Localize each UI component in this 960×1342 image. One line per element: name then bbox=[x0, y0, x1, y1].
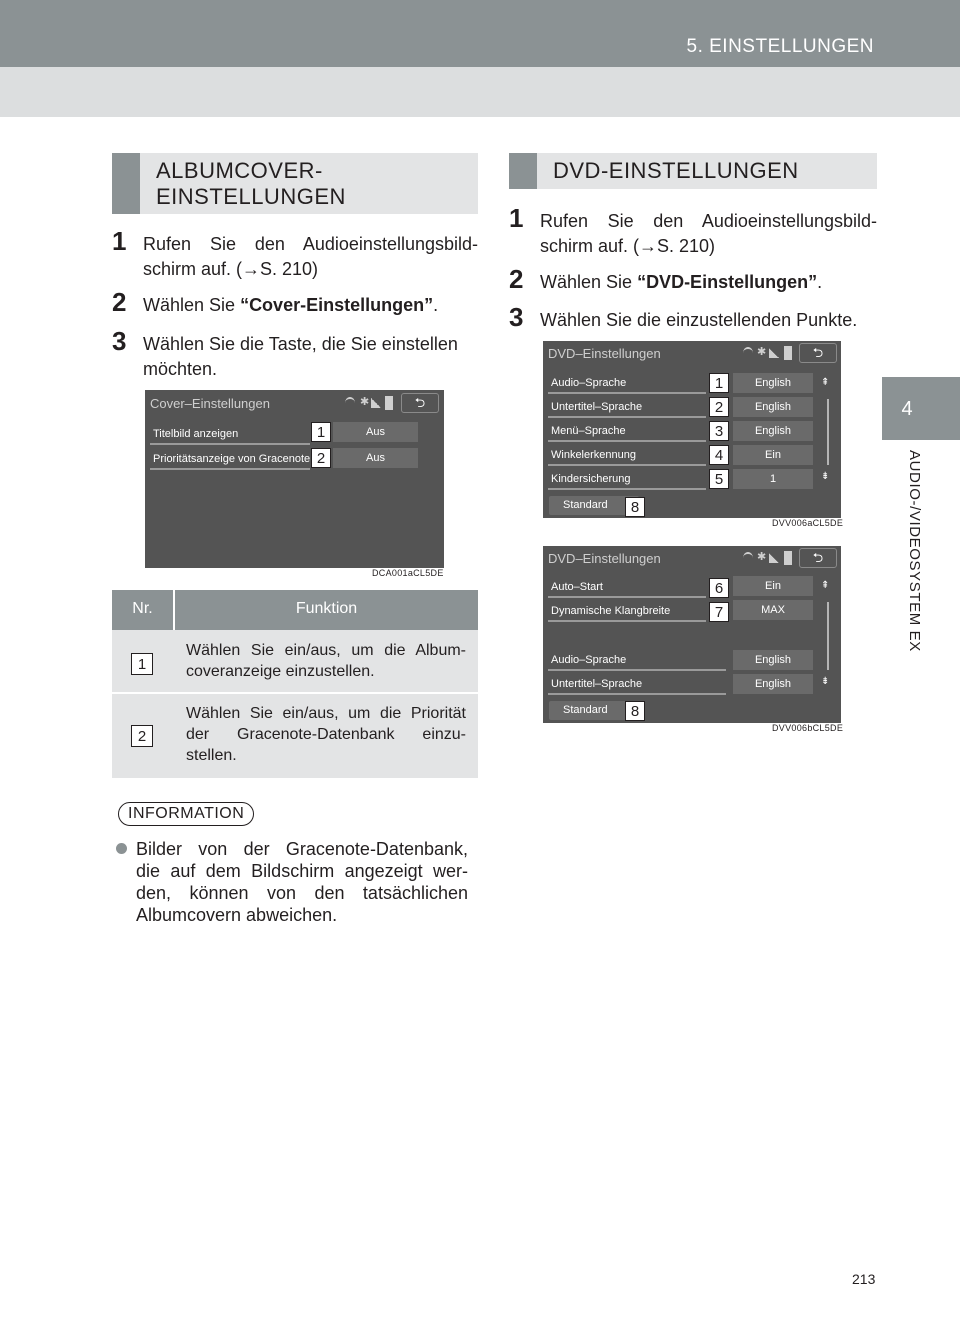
step-number: 2 bbox=[509, 264, 524, 294]
table-header-nr: Nr. bbox=[132, 600, 153, 617]
section-header-bar bbox=[509, 153, 537, 189]
row-underline bbox=[548, 620, 706, 622]
step-number: 2 bbox=[112, 287, 127, 317]
callout-number: 8 bbox=[625, 497, 645, 517]
step-text: Wählen Sie die einzustellenden Punkte. bbox=[540, 310, 858, 330]
signal-icon bbox=[769, 553, 779, 563]
standard-button[interactable]: Standard bbox=[549, 496, 639, 515]
info-text: den, können von den tatsächlichen bbox=[136, 883, 468, 903]
row-label: Dynamische Klangbreite bbox=[551, 605, 671, 617]
step-text: Wählen Sie “Cover-Einstellungen”. bbox=[143, 295, 439, 315]
bluetooth-icon: ✱ bbox=[757, 346, 767, 358]
row-underline bbox=[150, 443, 310, 445]
callout-number: 3 bbox=[709, 421, 729, 441]
value-button[interactable]: English bbox=[733, 650, 813, 670]
image-code: DVV006aCL5DE bbox=[772, 518, 844, 528]
battery-icon bbox=[784, 551, 792, 565]
row-label: Untertitel–Sprache bbox=[551, 678, 643, 690]
row-label: Titelbild anzeigen bbox=[153, 428, 239, 440]
chapter-title: 5. EINSTELLUNGEN bbox=[686, 36, 874, 57]
callout-number: 6 bbox=[709, 578, 729, 598]
callout-number: 4 bbox=[709, 445, 729, 465]
scroll-up-icon[interactable]: ⇞ bbox=[821, 580, 830, 591]
table-cell: Wählen Sie ein/aus, um die Priorität bbox=[186, 705, 466, 722]
battery-icon bbox=[784, 346, 792, 360]
step-number: 3 bbox=[112, 326, 127, 356]
row-label: Audio–Sprache bbox=[551, 654, 627, 666]
table-header-function: Funktion bbox=[295, 600, 358, 617]
value-button[interactable]: English bbox=[733, 674, 813, 694]
dvd-settings-screen-1 bbox=[543, 341, 841, 518]
row-label: Kindersicherung bbox=[551, 473, 631, 485]
bluetooth-icon: ✱ bbox=[757, 551, 767, 563]
cover-settings-screen bbox=[145, 390, 444, 568]
row-label: Audio–Sprache bbox=[551, 377, 627, 389]
screen-title: Cover–Einstellungen bbox=[150, 396, 270, 411]
image-code: DCA001aCL5DE bbox=[372, 568, 444, 578]
step-text: Wählen Sie die Taste, die Sie einstellen bbox=[143, 334, 458, 354]
signal-icon bbox=[769, 348, 779, 358]
step-text: schirm auf. (→S. 210) bbox=[540, 236, 716, 256]
row-label: Menü–Sprache bbox=[551, 425, 626, 437]
row-underline bbox=[548, 416, 706, 418]
step-number: 1 bbox=[509, 203, 524, 233]
row-underline bbox=[548, 669, 726, 671]
value-button[interactable]: Aus bbox=[333, 422, 418, 442]
table-row-number: 1 bbox=[131, 653, 153, 675]
back-button[interactable]: ⮌ bbox=[799, 548, 837, 568]
standard-button[interactable]: Standard bbox=[549, 701, 639, 720]
row-label: Auto–Start bbox=[551, 581, 603, 593]
page-number: 213 bbox=[852, 1271, 876, 1287]
row-underline bbox=[548, 693, 726, 695]
value-button[interactable]: 1 bbox=[733, 469, 813, 489]
row-label: Untertitel–Sprache bbox=[551, 401, 643, 413]
info-text: Albumcovern abweichen. bbox=[136, 905, 338, 925]
header-subband bbox=[0, 67, 960, 117]
section-header-bar bbox=[112, 153, 140, 214]
table-cell: Wählen Sie ein/aus, um die Album- bbox=[186, 642, 466, 659]
callout-number: 2 bbox=[709, 397, 729, 417]
battery-icon bbox=[385, 396, 393, 410]
signal-icon bbox=[371, 398, 381, 408]
chapter-tab-label: AUDIO-/VIDEOSYSTEM EX bbox=[906, 450, 923, 652]
scroll-down-icon[interactable]: ⇟ bbox=[821, 471, 830, 482]
row-underline bbox=[548, 392, 706, 394]
callout-number: 1 bbox=[311, 422, 331, 442]
scrollbar[interactable] bbox=[827, 399, 829, 465]
image-code: DVV006bCL5DE bbox=[772, 723, 844, 733]
table-row-number: 2 bbox=[131, 725, 153, 747]
chapter-tab-number: 4 bbox=[901, 398, 913, 420]
step-number: 3 bbox=[509, 302, 524, 332]
scrollbar[interactable] bbox=[827, 602, 829, 670]
value-button[interactable]: English bbox=[733, 397, 813, 417]
step-text: Rufen Sie den Audioeinstellungsbild- bbox=[143, 234, 478, 254]
wifi-icon bbox=[743, 552, 753, 564]
callout-number: 7 bbox=[709, 602, 729, 622]
table-cell: der Gracenote-Datenbank einzu- bbox=[186, 726, 466, 743]
table-cell: coveranzeige einzustellen. bbox=[186, 663, 375, 680]
wifi-icon bbox=[345, 397, 355, 409]
scroll-down-icon[interactable]: ⇟ bbox=[821, 676, 830, 687]
scroll-up-icon[interactable]: ⇞ bbox=[821, 377, 830, 388]
row-underline bbox=[548, 464, 706, 466]
callout-number: 5 bbox=[709, 469, 729, 489]
step-text: möchten. bbox=[143, 359, 218, 379]
row-underline bbox=[548, 440, 706, 442]
section-title-line1: ALBUMCOVER- bbox=[156, 158, 323, 183]
bluetooth-icon: ✱ bbox=[360, 396, 370, 408]
back-button[interactable]: ⮌ bbox=[401, 393, 439, 413]
value-button[interactable]: Ein bbox=[733, 445, 813, 465]
row-underline bbox=[548, 488, 706, 490]
dvd-settings-screen-2 bbox=[543, 546, 841, 723]
callout-number: 8 bbox=[625, 701, 645, 721]
row-label: Prioritätsanzeige von Gracenote bbox=[153, 453, 311, 465]
value-button[interactable]: MAX bbox=[733, 600, 813, 620]
back-button[interactable]: ⮌ bbox=[799, 343, 837, 363]
step-text: schirm auf. (→S. 210) bbox=[143, 259, 319, 279]
info-text: Bilder von der Gracenote-Datenbank, bbox=[136, 839, 468, 859]
value-button[interactable]: Aus bbox=[333, 448, 418, 468]
value-button[interactable]: Ein bbox=[733, 576, 813, 596]
callout-number: 1 bbox=[709, 373, 729, 393]
step-number: 1 bbox=[112, 226, 127, 256]
screen-title: DVD–Einstellungen bbox=[548, 346, 661, 361]
row-underline bbox=[150, 468, 310, 470]
information-label: INFORMATION bbox=[118, 802, 254, 826]
step-text: Wählen Sie “DVD-Einstellungen”. bbox=[540, 272, 823, 292]
table-cell: stellen. bbox=[186, 747, 237, 764]
bullet-icon bbox=[116, 843, 127, 854]
section-title-line2: EINSTELLUNGEN bbox=[156, 184, 346, 209]
info-text: die auf dem Bildschirm angezeigt wer- bbox=[136, 861, 468, 881]
value-button[interactable]: English bbox=[733, 373, 813, 393]
wifi-icon bbox=[743, 347, 753, 359]
section-title: DVD-EINSTELLUNGEN bbox=[553, 158, 799, 183]
screen-title: DVD–Einstellungen bbox=[548, 551, 661, 566]
callout-number: 2 bbox=[311, 448, 331, 468]
row-label: Winkelerkennung bbox=[551, 449, 636, 461]
row-underline bbox=[548, 596, 706, 598]
value-button[interactable]: English bbox=[733, 421, 813, 441]
step-text: Rufen Sie den Audioeinstellungsbild- bbox=[540, 211, 877, 231]
